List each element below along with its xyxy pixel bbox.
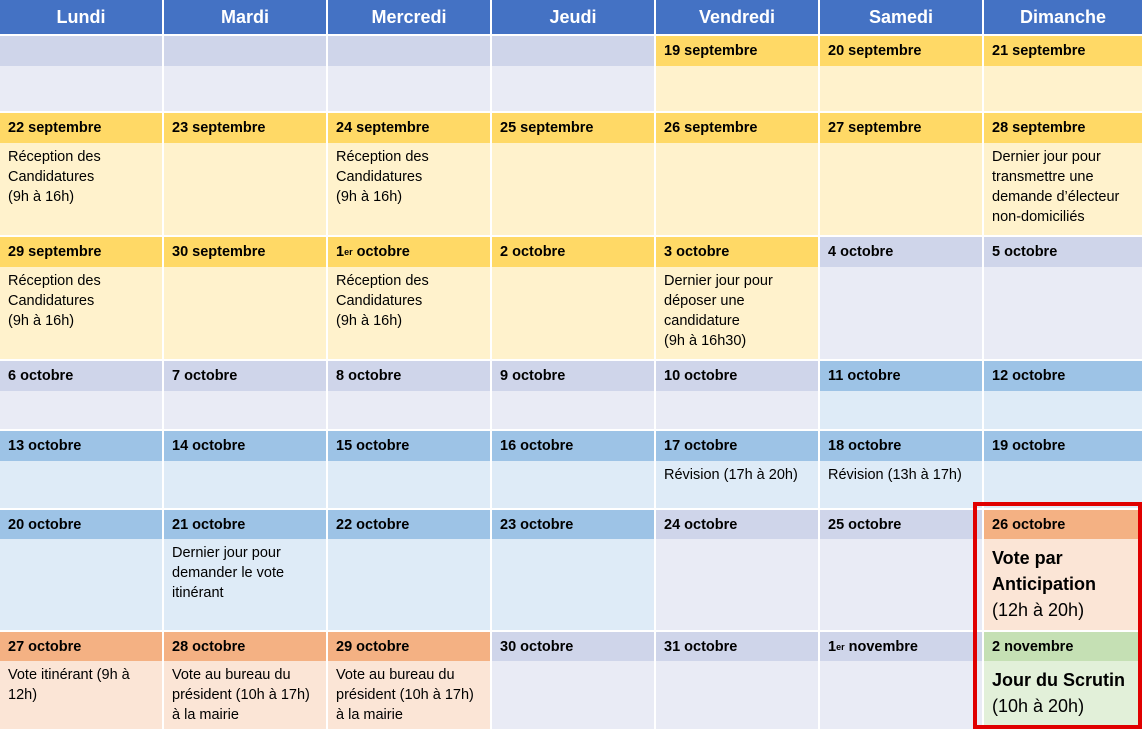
date-label: 10 octobre: [664, 368, 738, 384]
date-label: 27 octobre: [8, 638, 82, 655]
date-label: 23 octobre: [500, 516, 574, 533]
date-cell: [0, 36, 162, 66]
day-header-4: Vendredi: [656, 0, 818, 34]
date-label: 7 octobre: [172, 368, 238, 384]
event-cell: [492, 66, 654, 111]
event-text: Dernier jour pour déposer une candidature (9h à 16h30): [664, 273, 773, 349]
date-cell: [492, 113, 654, 143]
event-text: Réception des Candidatures (9h à 16h): [8, 273, 101, 329]
event-cell: [656, 461, 818, 508]
date-cell: [0, 237, 162, 267]
date-cell: [492, 361, 654, 391]
event-cell: [492, 539, 654, 630]
date-cell: [164, 36, 326, 66]
day-header-0: Lundi: [0, 0, 162, 34]
date-cell: [0, 632, 162, 661]
date-label: 26 octobre: [992, 516, 1066, 533]
event-cell: [820, 267, 982, 359]
day-header-6: Dimanche: [984, 0, 1142, 34]
event-cell: [492, 461, 654, 508]
event-cell: [164, 143, 326, 235]
date-label: 3 octobre: [664, 244, 730, 260]
event-cell: [984, 461, 1142, 508]
date-label: 2 novembre: [992, 638, 1074, 655]
date-cell: [820, 510, 982, 539]
event-title: Jour du Scrutin: [992, 670, 1126, 690]
date-label: 30 septembre: [172, 244, 266, 260]
date-cell: [492, 431, 654, 461]
event-cell: [492, 661, 654, 729]
event-text: Vote au bureau du président (10h à 17h) à la mairie: [172, 667, 310, 723]
event-cell: [656, 391, 818, 429]
date-label: 12 octobre: [992, 368, 1066, 384]
date-cell: [328, 36, 490, 66]
event-cell: [656, 539, 818, 630]
date-cell: [164, 510, 326, 539]
event-cell: [0, 539, 162, 630]
date-cell: [492, 510, 654, 539]
event-cell: [328, 66, 490, 111]
event-cell: [984, 143, 1142, 235]
date-cell: [820, 237, 982, 267]
event-cell: [328, 267, 490, 359]
date-cell: [820, 431, 982, 461]
date-cell: [656, 632, 818, 661]
event-cell: [164, 461, 326, 508]
date-label: 25 septembre: [500, 120, 594, 136]
date-label: 20 octobre: [8, 516, 82, 533]
day-header-3: Jeudi: [492, 0, 654, 34]
event-cell: [164, 539, 326, 630]
event-cell: [0, 661, 162, 729]
date-month: octobre: [352, 244, 410, 260]
event-cell: [328, 539, 490, 630]
event-cell: [984, 267, 1142, 359]
event-text: Vote au bureau du président (10h à 17h) à la mairie: [336, 667, 474, 723]
date-cell: [984, 510, 1142, 539]
event-cell: [0, 391, 162, 429]
event-cell: [984, 66, 1142, 111]
date-cell: 1 er novembre: [820, 632, 982, 661]
date-cell: [328, 632, 490, 661]
event-hours: (12h à 20h): [992, 600, 1085, 620]
event-cell: [492, 143, 654, 235]
date-cell: [984, 237, 1142, 267]
date-cell: [656, 36, 818, 66]
date-label: 26 septembre: [664, 120, 758, 136]
date-number: 1: [336, 244, 345, 260]
event-cell: [0, 461, 162, 508]
date-cell: [984, 632, 1142, 661]
event-cell: [328, 461, 490, 508]
date-cell: [492, 237, 654, 267]
date-cell: [0, 510, 162, 539]
event-cell: [820, 461, 982, 508]
date-cell: [656, 510, 818, 539]
event-text: Révision (13h à 17h): [828, 467, 962, 483]
date-cell: [492, 632, 654, 661]
event-text: Dernier jour pour transmettre une demande d’électeur non-domiciliés: [992, 149, 1120, 225]
date-cell: [984, 36, 1142, 66]
event-cell: [492, 391, 654, 429]
date-label: 25 octobre: [828, 516, 902, 533]
date-label: 5 octobre: [992, 244, 1058, 260]
date-cell: [984, 431, 1142, 461]
date-cell: [984, 361, 1142, 391]
date-label: 20 septembre: [828, 43, 922, 59]
event-cell: [164, 66, 326, 111]
event-cell: [820, 143, 982, 235]
date-label: 13 octobre: [8, 438, 82, 454]
date-cell: [0, 113, 162, 143]
date-cell: [820, 361, 982, 391]
event-cell: [820, 539, 982, 630]
date-label: 4 octobre: [828, 244, 894, 260]
event-cell: [0, 143, 162, 235]
event-cell: [984, 391, 1142, 429]
event-text: Réception des Candidatures (9h à 16h): [336, 273, 429, 329]
date-cell: [164, 237, 326, 267]
date-label: 9 octobre: [500, 368, 566, 384]
date-label: 29 octobre: [336, 638, 410, 655]
date-cell: [656, 237, 818, 267]
event-title: Vote par Anticipation: [992, 548, 1096, 594]
event-cell: [984, 661, 1142, 729]
day-header-2: Mercredi: [328, 0, 490, 34]
date-cell: [820, 113, 982, 143]
event-hours: (10h à 20h): [992, 696, 1085, 716]
date-month: novembre: [844, 638, 918, 655]
date-label: 31 octobre: [664, 638, 738, 655]
event-cell: [164, 661, 326, 729]
date-cell: [656, 361, 818, 391]
date-cell: [820, 36, 982, 66]
event-cell: [164, 391, 326, 429]
event-cell: [164, 267, 326, 359]
date-label: 22 septembre: [8, 120, 102, 136]
date-cell: [328, 510, 490, 539]
date-cell: [0, 361, 162, 391]
date-label: 24 septembre: [336, 120, 430, 136]
date-label: 23 septembre: [172, 120, 266, 136]
event-cell: [0, 267, 162, 359]
event-cell: [328, 143, 490, 235]
event-cell: [656, 267, 818, 359]
event-text: Révision (17h à 20h): [664, 467, 798, 483]
date-label: 6 octobre: [8, 368, 74, 384]
event-cell: [656, 661, 818, 729]
date-cell: [328, 431, 490, 461]
event-cell: [820, 66, 982, 111]
date-label: 18 octobre: [828, 438, 902, 454]
day-header-5: Samedi: [820, 0, 982, 34]
event-cell: [820, 391, 982, 429]
date-label: 15 octobre: [336, 438, 410, 454]
event-cell: [492, 267, 654, 359]
event-text: Réception des Candidatures (9h à 16h): [8, 149, 101, 205]
date-label: 21 septembre: [992, 43, 1086, 59]
date-cell: [164, 113, 326, 143]
day-header-1: Mardi: [164, 0, 326, 34]
date-label: 14 octobre: [172, 438, 246, 454]
date-cell: [328, 113, 490, 143]
date-label: 21 octobre: [172, 516, 246, 533]
date-number: 1: [828, 638, 837, 655]
event-text: Vote itinérant (9h à 12h): [8, 667, 130, 703]
event-cell: [328, 661, 490, 729]
date-cell: [164, 632, 326, 661]
event-cell: [820, 661, 982, 729]
date-label: 17 octobre: [664, 438, 738, 454]
event-cell: [0, 66, 162, 111]
date-label: 19 septembre: [664, 43, 758, 59]
event-cell: [656, 66, 818, 111]
date-cell: [656, 113, 818, 143]
date-cell: [328, 361, 490, 391]
date-label: 2 octobre: [500, 244, 566, 260]
event-text: Dernier jour pour demander le vote itinérant: [172, 545, 285, 601]
event-cell: [328, 391, 490, 429]
date-label: 29 septembre: [8, 244, 102, 260]
date-label: 16 octobre: [500, 438, 574, 454]
date-label: 24 octobre: [664, 516, 738, 533]
event-cell: [984, 539, 1142, 630]
event-text: Réception des Candidatures (9h à 16h): [336, 149, 429, 205]
date-label: 28 octobre: [172, 638, 246, 655]
date-cell: [984, 113, 1142, 143]
date-cell: [492, 36, 654, 66]
date-label: 22 octobre: [336, 516, 410, 533]
date-cell: [0, 431, 162, 461]
date-label: 11 octobre: [828, 368, 901, 384]
date-cell: 1 er octobre: [328, 237, 490, 267]
date-cell: [164, 431, 326, 461]
date-label: 30 octobre: [500, 638, 574, 655]
event-cell: [656, 143, 818, 235]
date-cell: [656, 431, 818, 461]
date-label: 27 septembre: [828, 120, 922, 136]
date-cell: [164, 361, 326, 391]
date-label: 28 septembre: [992, 120, 1086, 136]
date-label: 19 octobre: [992, 438, 1066, 454]
date-label: 8 octobre: [336, 368, 402, 384]
